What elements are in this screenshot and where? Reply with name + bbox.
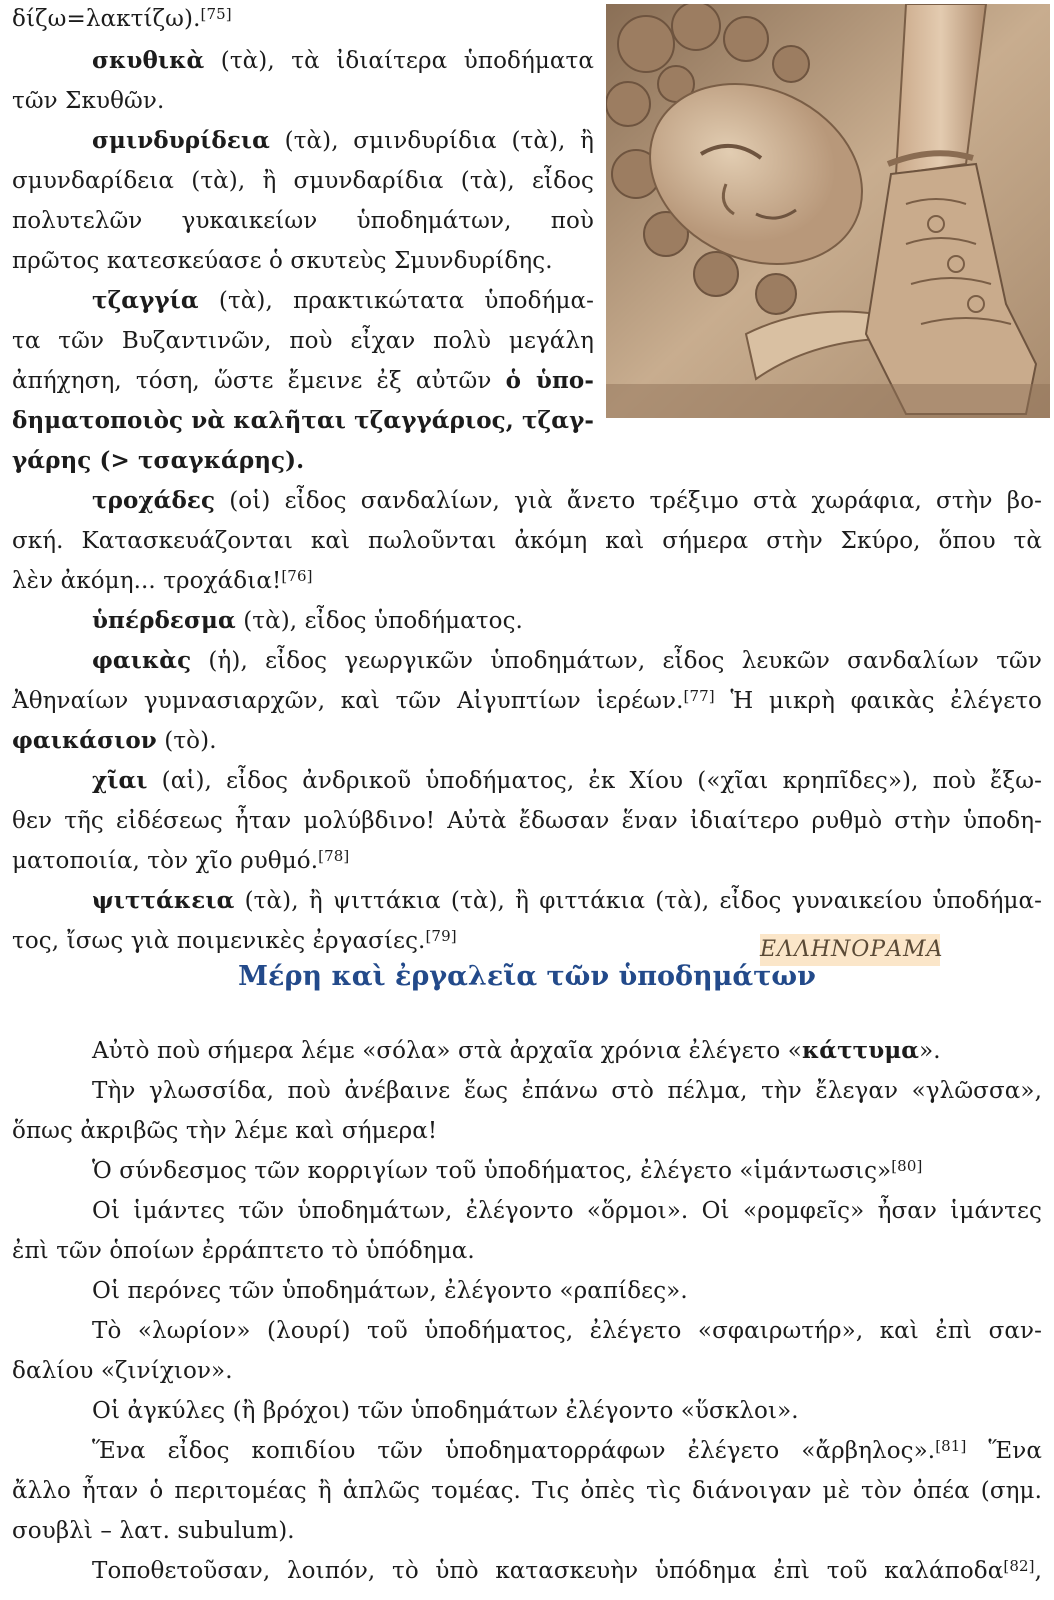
footnote-ref[interactable]: [76] bbox=[281, 567, 313, 585]
text-line: ὅπως ἀκριβῶς τὴν λέμε καὶ σήμερα! bbox=[12, 1118, 438, 1144]
section-heading: Μέρη καὶ ἐργαλεῖα τῶν ὑποδημάτων bbox=[238, 961, 816, 992]
text-line: Οἱ περόνες τῶν ὑποδημάτων, ἐλέγοντο «ραπίδες». bbox=[92, 1278, 688, 1304]
text-line: θεν τῆς εἰδέσεως ἦταν μολύβδινο! Αὐτὰ ἔδωσαν ἕναν ἰδιαίτερο ρυθμὸ στὴν ὑποδη- bbox=[12, 808, 1042, 834]
entry-smindyrideia: σμινδυρίδεια (τὰ), σμινδυρίδια (τὰ), ἢ bbox=[92, 127, 594, 154]
entry-term: σκυθικὰ bbox=[92, 47, 205, 74]
text-line: τος, ἴσως γιὰ ποιμενικὲς ἐργασίες.[79] bbox=[12, 927, 457, 954]
entry-term: τζαγγία bbox=[92, 287, 199, 314]
text-line: δηματοποιὸς νὰ καλῆται τζαγγάριος, τζαγ- bbox=[12, 407, 595, 434]
text-line: Τὴν γλωσσίδα, ποὺ ἀνέβαινε ἕως ἐπάνω στὸ πέλμα, τὴν ἔλεγαν «γλῶσσα», bbox=[92, 1078, 1042, 1104]
text-line: ματοποιία, τὸν χῖο ρυθμό.[78] bbox=[12, 847, 350, 874]
footnote-ref[interactable]: [82] bbox=[1003, 1557, 1035, 1575]
text-line: Ἕνα εἶδος κοπιδίου τῶν ὑποδηματορράφων ἐλέγετο «ἄρβηλος».[81] Ἕνα bbox=[92, 1437, 1042, 1464]
entry-term: χῖαι bbox=[92, 767, 148, 794]
text-line: ἐπὶ τῶν ὁποίων ἐρράπτετο τὸ ὑπόδημα. bbox=[12, 1238, 475, 1264]
sculpture-photo bbox=[606, 4, 1050, 418]
text-line: Αὐτὸ ποὺ σήμερα λέμε «σόλα» στὰ ἀρχαῖα χρόνια ἐλέγετο «κάττυμα». bbox=[92, 1037, 941, 1064]
footnote-ref[interactable]: [80] bbox=[891, 1157, 923, 1175]
entry-psittakeia: ψιττάκεια (τὰ), ἢ ψιττάκια (τὰ), ἢ φιττάκια (τὰ), εἶδος γυναικείου ὑποδήμα- bbox=[92, 887, 1042, 914]
text-line: λὲν ἀκόμη... τροχάδια![76] bbox=[12, 567, 313, 594]
watermark: ΕΛΛΗΝΟΡΑΜΑ bbox=[760, 934, 940, 966]
text-line: Οἱ ἀγκύλες (ἢ βρόχοι) τῶν ὑποδημάτων ἐλέγοντο «ὕσκλοι». bbox=[92, 1398, 799, 1424]
entry-term: σμινδυρίδεια bbox=[92, 127, 270, 154]
footnote-ref[interactable]: [75] bbox=[200, 5, 232, 23]
entry-hyperdesma: ὑπέρδεσμα (τὰ), εἶδος ὑποδήματος. bbox=[92, 607, 523, 634]
entry-term: τροχάδες bbox=[92, 487, 216, 514]
text-line: πρῶτος κατεσκεύασε ὁ σκυτεὺς Σμυνδυρίδης. bbox=[12, 248, 553, 274]
text-line: τῶν Σκυθῶν. bbox=[12, 88, 165, 114]
text-line: δίζω=λακτίζω).[75] bbox=[12, 5, 232, 32]
text-line: Ἀθηναίων γυμνασιαρχῶν, καὶ τῶν Αἰγυπτίων ἱερέων.[77] Ἡ μικρὴ φαικὰς ἐλέγετο bbox=[12, 687, 1042, 714]
text-line: σουβλὶ – λατ. subulum). bbox=[12, 1518, 295, 1544]
text-line: σκή. Κατασκευάζονται καὶ πωλοῦνται ἀκόμη καὶ σήμερα στὴν Σκύρο, ὅπου τὰ bbox=[12, 528, 1042, 554]
footnote-ref[interactable]: [81] bbox=[935, 1437, 967, 1455]
entry-term: φαικάσιον bbox=[12, 727, 157, 754]
entry-tzaggia: τζαγγία (τὰ), πρακτικώτατα ὑποδήμα- bbox=[92, 287, 594, 314]
text-line: Ὁ σύνδεσμος τῶν κορριγίων τοῦ ὑποδήματος, ἐλέγετο «ἱμάντωσις»[80] bbox=[92, 1157, 923, 1184]
text-line: δαλίου «ζινίχιον». bbox=[12, 1358, 233, 1384]
entry-term: ὑπέρδεσμα bbox=[92, 607, 236, 634]
sculpture-illustration bbox=[606, 4, 1050, 418]
footnote-ref[interactable]: [77] bbox=[683, 687, 715, 705]
text-line: τα τῶν Βυζαντινῶν, ποὺ εἶχαν πολὺ μεγάλη bbox=[12, 328, 594, 354]
text-line: φαικάσιον (τὸ). bbox=[12, 727, 217, 754]
entry-trochades: τροχάδες (οἱ) εἶδος σανδαλίων, γιὰ ἄνετο τρέξιμο στὰ χωράφια, στὴν βο- bbox=[92, 487, 1042, 514]
text-line: ἄλλο ἦταν ὁ περιτομέας ἢ ἁπλῶς τομέας. Τις ὀπὲς τὶς διάνοιγαν μὲ τὸν ὀπέα (σημ. bbox=[12, 1478, 1042, 1504]
entry-skythika: σκυθικὰ (τὰ), τὰ ἰδιαίτερα ὑποδήματα bbox=[92, 47, 594, 74]
text-line: Οἱ ἱμάντες τῶν ὑποδημάτων, ἐλέγοντο «ὅρμοι». Οἱ «ρομφεῖς» ἦσαν ἱμάντες bbox=[92, 1198, 1042, 1224]
text-line: ἀπήχηση, τόση, ὥστε ἔμεινε ἐξ αὐτῶν ὁ ὑπο- bbox=[12, 367, 594, 394]
text-line: σμυνδαρίδεια (τὰ), ἢ σμυνδαρίδια (τὰ), εἶδος bbox=[12, 168, 594, 194]
footnote-ref[interactable]: [79] bbox=[425, 927, 457, 945]
entry-chiai: χῖαι (αἱ), εἶδος ἀνδρικοῦ ὑποδήματος, ἐκ Χίου («χῖαι κρηπῖδες»), ποὺ ἔξω- bbox=[92, 767, 1042, 794]
text-line: πολυτελῶν γυκαικείων ὑποδημάτων, ποὺ bbox=[12, 208, 594, 234]
text-line: γάρης (> τσαγκάρης). bbox=[12, 447, 305, 474]
text-line: Τὸ «λωρίον» (λουρί) τοῦ ὑποδήματος, ἐλέγετο «σφαιρωτήρ», καὶ ἐπὶ σαν- bbox=[92, 1318, 1042, 1344]
entry-phaikas: φαικὰς (ἡ), εἶδος γεωργικῶν ὑποδημάτων, εἶδος λευκῶν σανδαλίων τῶν bbox=[92, 647, 1042, 674]
entry-term: κάττυμα bbox=[801, 1037, 920, 1064]
entry-term: ψιττάκεια bbox=[92, 887, 235, 914]
text-line: Τοποθετοῦσαν, λοιπόν, τὸ ὑπὸ κατασκευὴν ὑπόδημα ἐπὶ τοῦ καλάποδα[82], bbox=[92, 1557, 1042, 1584]
footnote-ref[interactable]: [78] bbox=[318, 847, 350, 865]
entry-term: φαικὰς bbox=[92, 647, 192, 674]
